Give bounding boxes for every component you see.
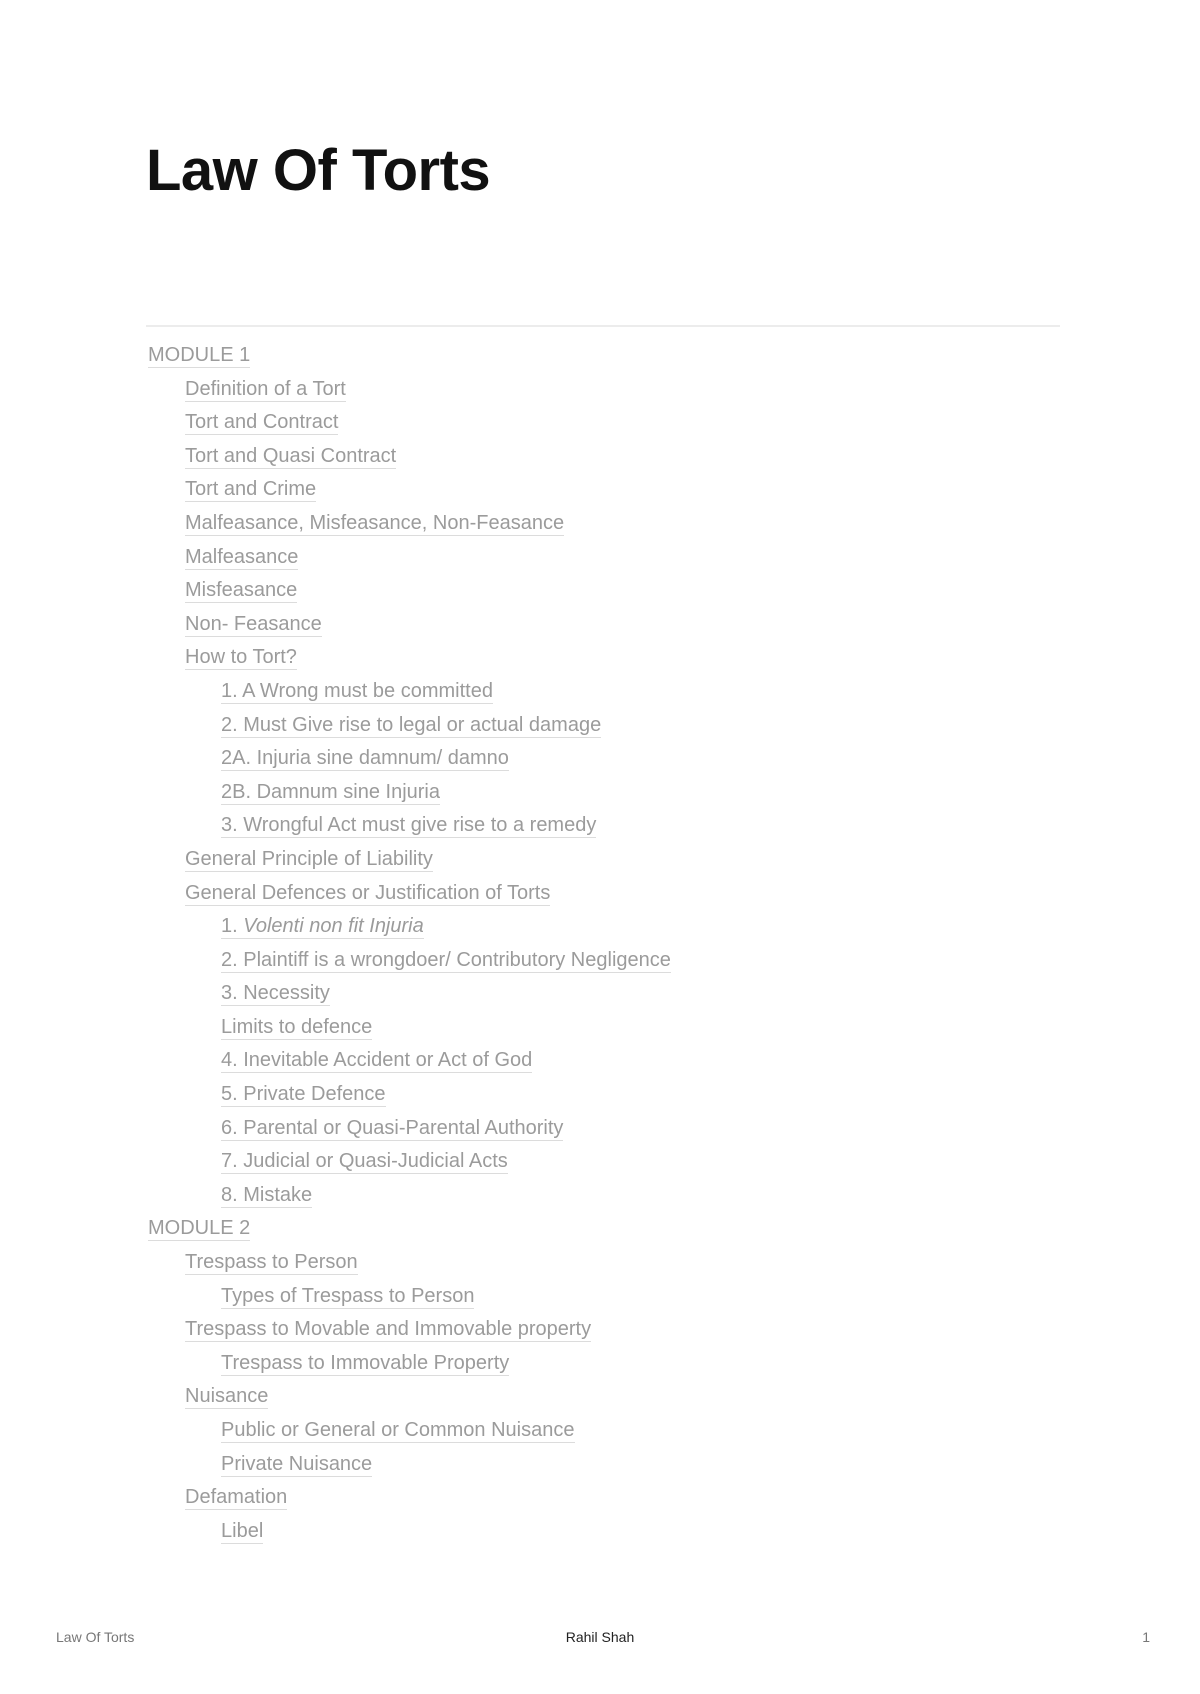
title-divider: [146, 325, 1060, 327]
toc-entry-link[interactable]: Malfeasance, Misfeasance, Non-Feasance: [185, 511, 565, 534]
toc-item: [146, 506, 1060, 540]
toc-item: [146, 1279, 1060, 1313]
toc-entry-link[interactable]: Malfeasance: [185, 545, 299, 568]
toc-item: [146, 976, 1060, 1010]
toc-entry-link[interactable]: 2. Plaintiff is a wrongdoer/ Contributory Negligence: [221, 948, 671, 971]
toc-item: [146, 405, 1060, 439]
toc-item: [146, 708, 1060, 742]
toc-item: [146, 741, 1060, 775]
toc-item: [146, 372, 1060, 406]
toc-item: [146, 1211, 1060, 1245]
toc-entry-link[interactable]: General Principle of Liability: [185, 847, 433, 870]
toc-entry-link[interactable]: Public or General or Common Nuisance: [221, 1419, 575, 1441]
toc-item: [146, 1312, 1060, 1346]
toc-item: [146, 1043, 1060, 1077]
toc-item: [146, 338, 1060, 372]
toc-item: [146, 1010, 1060, 1044]
toc-entry-link[interactable]: 2A. Injuria sine damnum/ damno: [221, 747, 509, 770]
toc-entry-link[interactable]: Nuisance: [185, 1385, 269, 1408]
toc-entry-link[interactable]: 4. Inevitable Accident or Act of God: [221, 1049, 533, 1072]
toc-item: [146, 540, 1060, 574]
toc-entry-link[interactable]: General Defences or Justification of Torts: [185, 881, 551, 904]
toc-entry-italic-label: Volenti non fit Injuria: [243, 915, 424, 938]
toc-item: [146, 1111, 1060, 1145]
toc-item: [146, 808, 1060, 842]
toc-entry-link[interactable]: 5. Private Defence: [221, 1083, 386, 1106]
toc-item: [146, 775, 1060, 809]
footer-author: Rahil Shah: [565, 1629, 635, 1645]
toc-module-link[interactable]: MODULE 1: [148, 344, 251, 366]
toc-item: [146, 472, 1060, 506]
toc-entry-link[interactable]: 1. A Wrong must be committed: [221, 679, 493, 702]
toc-entry-link[interactable]: 6. Parental or Quasi-Parental Authority: [221, 1116, 564, 1139]
toc-item: [146, 1346, 1060, 1380]
toc-entry-link[interactable]: 2B. Damnum sine Injuria: [221, 780, 440, 803]
toc-entry-link[interactable]: 2. Must Give rise to legal or actual damage: [221, 713, 602, 736]
toc-entry-link[interactable]: Tort and Crime: [185, 478, 317, 501]
table-of-contents: [146, 338, 1060, 1547]
toc-item: [146, 1447, 1060, 1481]
toc-entry-link[interactable]: 3. Necessity: [221, 982, 330, 1005]
footer-page-number: 1: [1142, 1629, 1150, 1645]
toc-item: [146, 1514, 1060, 1548]
toc-item: [146, 607, 1060, 641]
toc-entry-link[interactable]: Trespass to Movable and Immovable property: [185, 1318, 592, 1341]
toc-entry-link[interactable]: Tort and Quasi Contract: [185, 444, 397, 467]
toc-entry-link[interactable]: 7. Judicial or Quasi-Judicial Acts: [221, 1150, 508, 1173]
toc-item: [146, 439, 1060, 473]
toc-entry-link[interactable]: Trespass to Person: [185, 1251, 358, 1274]
toc-item: [146, 1379, 1060, 1413]
toc-item: [146, 640, 1060, 674]
toc-entry-link[interactable]: [221, 914, 424, 939]
toc-item: [146, 1413, 1060, 1447]
toc-entry-link[interactable]: Non- Feasance: [185, 612, 322, 635]
toc-item: [146, 1480, 1060, 1514]
toc-item: [146, 943, 1060, 977]
page-title: Law Of Torts: [146, 138, 491, 203]
toc-entry-link[interactable]: Limits to defence: [221, 1015, 373, 1038]
toc-entry-link[interactable]: Libel: [221, 1519, 264, 1542]
toc-entry-link[interactable]: 3. Wrongful Act must give rise to a remedy: [221, 814, 597, 837]
toc-module-link[interactable]: MODULE 2: [148, 1217, 251, 1240]
toc-entry-number: 1.: [221, 915, 244, 938]
toc-item: [146, 909, 1060, 943]
toc-item: [146, 1077, 1060, 1111]
toc-entry-link[interactable]: How to Tort?: [185, 646, 297, 669]
toc-item: [146, 842, 1060, 876]
footer-document-title: Law Of Torts: [56, 1629, 135, 1645]
toc-entry-link[interactable]: Definition of a Tort: [185, 377, 346, 400]
toc-entry-link[interactable]: 8. Mistake: [221, 1183, 313, 1206]
toc-item: [146, 876, 1060, 910]
toc-entry-link[interactable]: Private Nuisance: [221, 1452, 373, 1475]
toc-entry-link[interactable]: Types of Trespass to Person: [221, 1284, 475, 1307]
toc-item: [146, 1245, 1060, 1279]
toc-item: [146, 1178, 1060, 1212]
toc-item: [146, 674, 1060, 708]
toc-item: [146, 573, 1060, 607]
toc-entry-link[interactable]: Defamation: [185, 1486, 288, 1509]
toc-item: [146, 1144, 1060, 1178]
toc-entry-link[interactable]: Misfeasance: [185, 579, 298, 602]
toc-entry-link[interactable]: Trespass to Immovable Property: [221, 1351, 510, 1374]
toc-entry-link[interactable]: Tort and Contract: [185, 411, 339, 434]
